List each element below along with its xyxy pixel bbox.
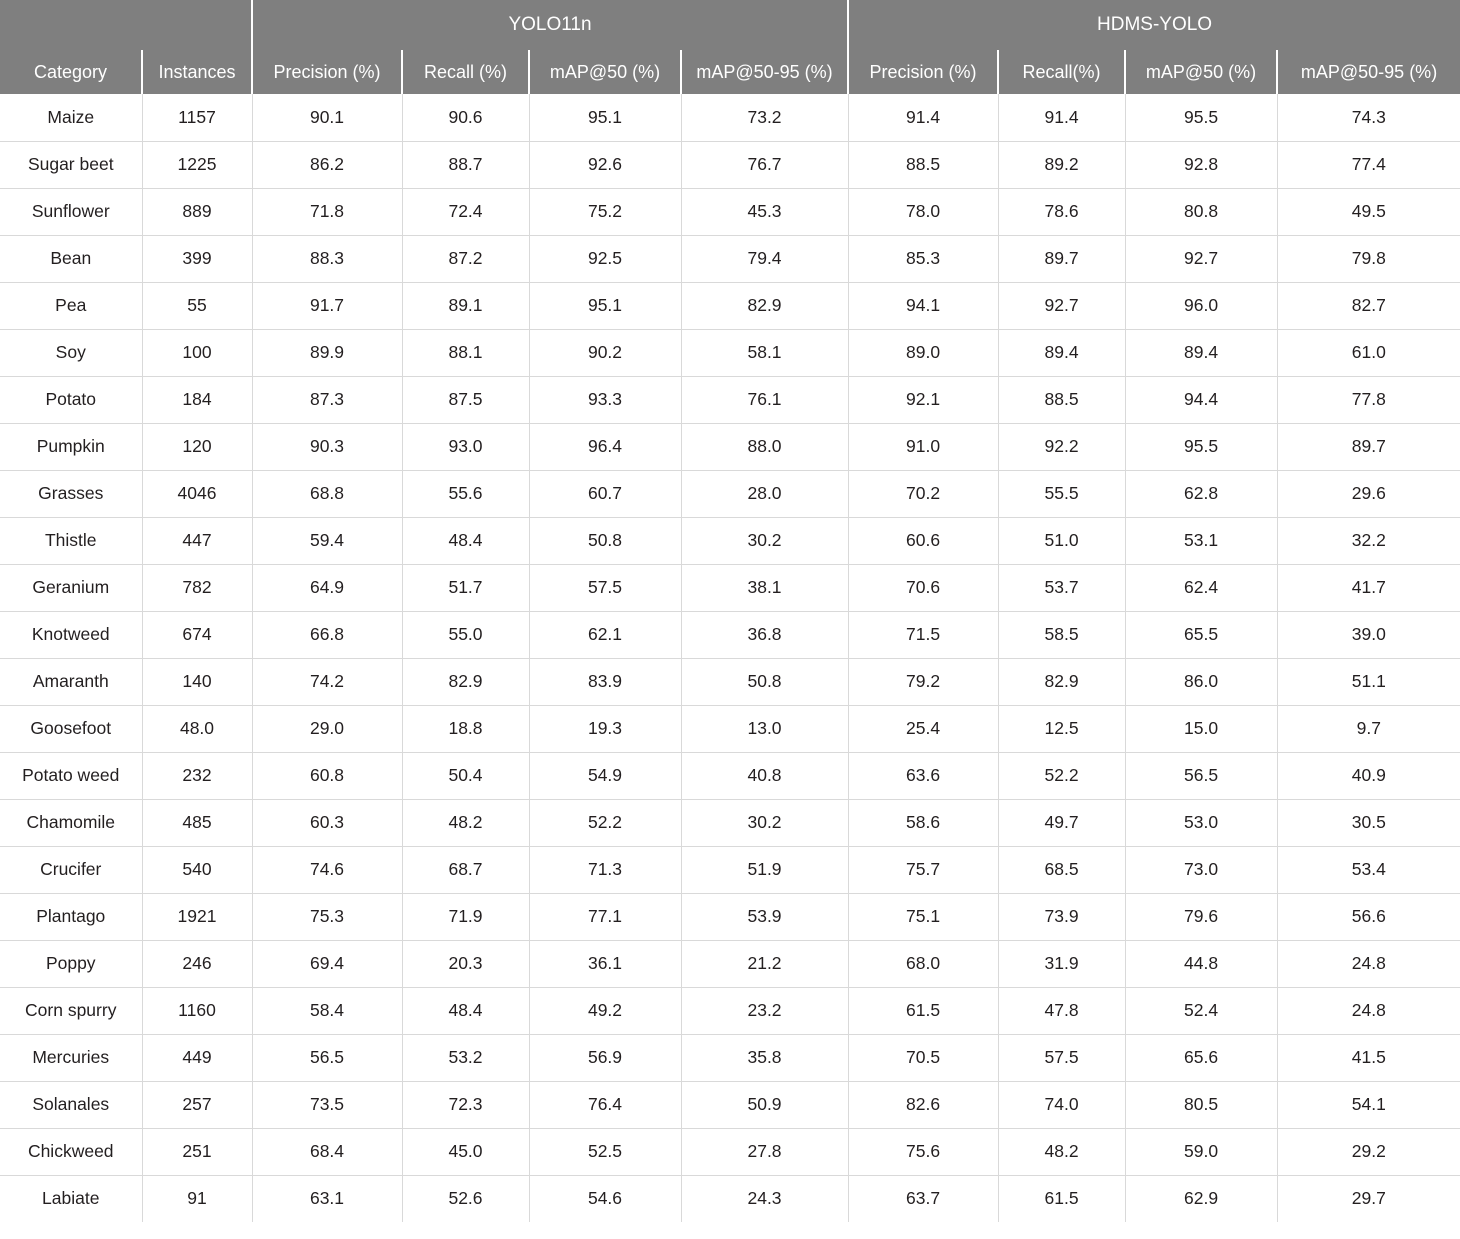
- cell-value: 89.0: [848, 329, 998, 376]
- cell-value: 90.2: [529, 329, 681, 376]
- table-row: [0, 1128, 1460, 1175]
- cell-value: 30.2: [681, 799, 848, 846]
- cell-value: 66.8: [252, 611, 402, 658]
- cell-value: 47.8: [998, 987, 1125, 1034]
- cell-value: 92.7: [1125, 235, 1277, 282]
- cell-value: 80.8: [1125, 188, 1277, 235]
- cell-value: 55: [142, 282, 252, 329]
- cell-value: 96.0: [1125, 282, 1277, 329]
- cell-value: 30.5: [1277, 799, 1460, 846]
- cell-value: 57.5: [529, 564, 681, 611]
- cell-value: 90.1: [252, 94, 402, 141]
- cell-value: 92.1: [848, 376, 998, 423]
- table-row: [0, 658, 1460, 705]
- cell-category: Sugar beet: [0, 141, 142, 188]
- cell-value: 69.4: [252, 940, 402, 987]
- cell-category: Crucifer: [0, 846, 142, 893]
- cell-category: Chamomile: [0, 799, 142, 846]
- cell-value: 49.5: [1277, 188, 1460, 235]
- column-header-yolo-map50: mAP@50 (%): [529, 50, 681, 94]
- cell-value: 36.8: [681, 611, 848, 658]
- cell-value: 23.2: [681, 987, 848, 1034]
- cell-value: 55.5: [998, 470, 1125, 517]
- cell-value: 76.1: [681, 376, 848, 423]
- cell-value: 40.8: [681, 752, 848, 799]
- cell-value: 74.0: [998, 1081, 1125, 1128]
- cell-value: 1160: [142, 987, 252, 1034]
- cell-value: 25.4: [848, 705, 998, 752]
- cell-value: 4046: [142, 470, 252, 517]
- cell-value: 89.9: [252, 329, 402, 376]
- table-row: [0, 282, 1460, 329]
- cell-value: 120: [142, 423, 252, 470]
- cell-value: 29.2: [1277, 1128, 1460, 1175]
- cell-category: Mercuries: [0, 1034, 142, 1081]
- cell-value: 89.1: [402, 282, 529, 329]
- cell-value: 50.8: [529, 517, 681, 564]
- cell-value: 49.2: [529, 987, 681, 1034]
- cell-value: 27.8: [681, 1128, 848, 1175]
- table-row: [0, 893, 1460, 940]
- cell-value: 74.2: [252, 658, 402, 705]
- cell-value: 53.4: [1277, 846, 1460, 893]
- cell-value: 58.5: [998, 611, 1125, 658]
- cell-category: Corn spurry: [0, 987, 142, 1034]
- table-row: [0, 987, 1460, 1034]
- cell-value: 39.0: [1277, 611, 1460, 658]
- group-header-hdms-yolo: HDMS-YOLO: [848, 0, 1460, 50]
- table-row: [0, 1081, 1460, 1128]
- cell-value: 52.2: [529, 799, 681, 846]
- cell-value: 73.2: [681, 94, 848, 141]
- cell-value: 61.5: [998, 1175, 1125, 1222]
- cell-value: 232: [142, 752, 252, 799]
- column-header-hdms-map50: mAP@50 (%): [1125, 50, 1277, 94]
- cell-value: 89.2: [998, 141, 1125, 188]
- cell-value: 48.2: [998, 1128, 1125, 1175]
- cell-value: 89.7: [998, 235, 1125, 282]
- cell-category: Goosefoot: [0, 705, 142, 752]
- cell-value: 95.5: [1125, 423, 1277, 470]
- cell-value: 50.8: [681, 658, 848, 705]
- cell-value: 82.9: [998, 658, 1125, 705]
- cell-category: Solanales: [0, 1081, 142, 1128]
- table-row: [0, 752, 1460, 799]
- cell-value: 485: [142, 799, 252, 846]
- cell-value: 86.2: [252, 141, 402, 188]
- cell-value: 51.9: [681, 846, 848, 893]
- cell-value: 71.9: [402, 893, 529, 940]
- column-header-yolo-map50-95: mAP@50-95 (%): [681, 50, 848, 94]
- cell-value: 72.4: [402, 188, 529, 235]
- cell-value: 58.4: [252, 987, 402, 1034]
- table-row: [0, 705, 1460, 752]
- cell-value: 48.4: [402, 517, 529, 564]
- table-body: [0, 94, 1460, 1222]
- cell-value: 64.9: [252, 564, 402, 611]
- cell-value: 94.1: [848, 282, 998, 329]
- cell-value: 55.6: [402, 470, 529, 517]
- cell-value: 246: [142, 940, 252, 987]
- cell-category: Amaranth: [0, 658, 142, 705]
- cell-value: 92.8: [1125, 141, 1277, 188]
- cell-category: Thistle: [0, 517, 142, 564]
- cell-value: 93.0: [402, 423, 529, 470]
- cell-value: 93.3: [529, 376, 681, 423]
- cell-value: 89.4: [1125, 329, 1277, 376]
- table-row: [0, 423, 1460, 470]
- cell-value: 56.5: [1125, 752, 1277, 799]
- cell-value: 19.3: [529, 705, 681, 752]
- cell-value: 71.8: [252, 188, 402, 235]
- cell-value: 54.1: [1277, 1081, 1460, 1128]
- cell-value: 87.2: [402, 235, 529, 282]
- table-row: [0, 1034, 1460, 1081]
- cell-value: 88.3: [252, 235, 402, 282]
- cell-value: 77.1: [529, 893, 681, 940]
- column-header-yolo-recall: Recall (%): [402, 50, 529, 94]
- cell-value: 49.7: [998, 799, 1125, 846]
- cell-value: 76.7: [681, 141, 848, 188]
- cell-value: 71.3: [529, 846, 681, 893]
- cell-value: 75.6: [848, 1128, 998, 1175]
- cell-category: Soy: [0, 329, 142, 376]
- table-row: [0, 517, 1460, 564]
- cell-value: 89.7: [1277, 423, 1460, 470]
- cell-value: 79.2: [848, 658, 998, 705]
- cell-value: 63.1: [252, 1175, 402, 1222]
- cell-category: Sunflower: [0, 188, 142, 235]
- cell-value: 68.4: [252, 1128, 402, 1175]
- column-header-category: Category: [0, 50, 142, 94]
- cell-value: 80.5: [1125, 1081, 1277, 1128]
- cell-value: 15.0: [1125, 705, 1277, 752]
- table-row: [0, 1175, 1460, 1222]
- cell-value: 91.4: [848, 94, 998, 141]
- cell-value: 36.1: [529, 940, 681, 987]
- table-header: [0, 0, 1460, 94]
- cell-value: 75.3: [252, 893, 402, 940]
- cell-value: 74.3: [1277, 94, 1460, 141]
- cell-value: 78.0: [848, 188, 998, 235]
- cell-value: 29.7: [1277, 1175, 1460, 1222]
- cell-value: 29.0: [252, 705, 402, 752]
- cell-value: 63.6: [848, 752, 998, 799]
- table-row: [0, 376, 1460, 423]
- cell-value: 12.5: [998, 705, 1125, 752]
- cell-value: 53.1: [1125, 517, 1277, 564]
- cell-value: 79.6: [1125, 893, 1277, 940]
- table-row: [0, 188, 1460, 235]
- cell-value: 76.4: [529, 1081, 681, 1128]
- cell-value: 77.4: [1277, 141, 1460, 188]
- cell-value: 63.7: [848, 1175, 998, 1222]
- cell-value: 60.6: [848, 517, 998, 564]
- cell-value: 52.4: [1125, 987, 1277, 1034]
- cell-value: 54.9: [529, 752, 681, 799]
- cell-value: 91.0: [848, 423, 998, 470]
- cell-value: 82.6: [848, 1081, 998, 1128]
- cell-value: 44.8: [1125, 940, 1277, 987]
- cell-value: 38.1: [681, 564, 848, 611]
- table-row: [0, 141, 1460, 188]
- cell-value: 50.9: [681, 1081, 848, 1128]
- cell-value: 48.2: [402, 799, 529, 846]
- cell-value: 73.0: [1125, 846, 1277, 893]
- cell-value: 29.6: [1277, 470, 1460, 517]
- cell-value: 51.7: [402, 564, 529, 611]
- cell-value: 90.6: [402, 94, 529, 141]
- cell-value: 540: [142, 846, 252, 893]
- cell-value: 70.6: [848, 564, 998, 611]
- cell-value: 96.4: [529, 423, 681, 470]
- cell-value: 77.8: [1277, 376, 1460, 423]
- cell-value: 82.9: [681, 282, 848, 329]
- cell-value: 449: [142, 1034, 252, 1081]
- cell-value: 94.4: [1125, 376, 1277, 423]
- cell-value: 88.7: [402, 141, 529, 188]
- cell-value: 1157: [142, 94, 252, 141]
- table-row: [0, 846, 1460, 893]
- cell-value: 62.4: [1125, 564, 1277, 611]
- cell-value: 447: [142, 517, 252, 564]
- cell-value: 79.4: [681, 235, 848, 282]
- cell-value: 82.7: [1277, 282, 1460, 329]
- cell-value: 88.0: [681, 423, 848, 470]
- cell-value: 72.3: [402, 1081, 529, 1128]
- column-header-hdms-precision: Precision (%): [848, 50, 998, 94]
- table-row: [0, 611, 1460, 658]
- column-header-row: [0, 50, 1460, 94]
- cell-value: 31.9: [998, 940, 1125, 987]
- cell-value: 21.2: [681, 940, 848, 987]
- cell-value: 24.8: [1277, 987, 1460, 1034]
- cell-value: 65.5: [1125, 611, 1277, 658]
- cell-value: 59.0: [1125, 1128, 1277, 1175]
- cell-value: 51.0: [998, 517, 1125, 564]
- cell-value: 53.7: [998, 564, 1125, 611]
- cell-category: Grasses: [0, 470, 142, 517]
- cell-value: 24.8: [1277, 940, 1460, 987]
- cell-value: 91.7: [252, 282, 402, 329]
- cell-value: 95.1: [529, 94, 681, 141]
- cell-value: 55.0: [402, 611, 529, 658]
- column-header-hdms-recall: Recall(%): [998, 50, 1125, 94]
- cell-value: 68.8: [252, 470, 402, 517]
- cell-value: 86.0: [1125, 658, 1277, 705]
- group-header-row: [0, 0, 1460, 50]
- cell-value: 58.1: [681, 329, 848, 376]
- cell-value: 13.0: [681, 705, 848, 752]
- cell-value: 92.6: [529, 141, 681, 188]
- cell-value: 782: [142, 564, 252, 611]
- cell-value: 61.5: [848, 987, 998, 1034]
- cell-value: 88.5: [848, 141, 998, 188]
- cell-value: 53.0: [1125, 799, 1277, 846]
- cell-value: 87.3: [252, 376, 402, 423]
- cell-value: 91.4: [998, 94, 1125, 141]
- cell-value: 1225: [142, 141, 252, 188]
- cell-category: Pumpkin: [0, 423, 142, 470]
- cell-category: Chickweed: [0, 1128, 142, 1175]
- cell-value: 75.7: [848, 846, 998, 893]
- cell-value: 52.5: [529, 1128, 681, 1175]
- cell-value: 65.6: [1125, 1034, 1277, 1081]
- group-header-blank-category: [0, 0, 142, 50]
- group-header-yolo11n: YOLO11n: [252, 0, 848, 50]
- cell-value: 58.6: [848, 799, 998, 846]
- column-header-instances: Instances: [142, 50, 252, 94]
- cell-value: 57.5: [998, 1034, 1125, 1081]
- cell-value: 184: [142, 376, 252, 423]
- cell-value: 53.2: [402, 1034, 529, 1081]
- cell-value: 92.2: [998, 423, 1125, 470]
- cell-category: Bean: [0, 235, 142, 282]
- cell-value: 68.5: [998, 846, 1125, 893]
- cell-value: 35.8: [681, 1034, 848, 1081]
- cell-value: 140: [142, 658, 252, 705]
- cell-value: 78.6: [998, 188, 1125, 235]
- cell-value: 92.5: [529, 235, 681, 282]
- cell-value: 87.5: [402, 376, 529, 423]
- cell-value: 30.2: [681, 517, 848, 564]
- cell-value: 75.2: [529, 188, 681, 235]
- column-header-yolo-precision: Precision (%): [252, 50, 402, 94]
- cell-value: 674: [142, 611, 252, 658]
- table-row: [0, 235, 1460, 282]
- cell-value: 1921: [142, 893, 252, 940]
- cell-value: 95.5: [1125, 94, 1277, 141]
- cell-value: 91: [142, 1175, 252, 1222]
- table-row: [0, 940, 1460, 987]
- cell-value: 62.9: [1125, 1175, 1277, 1222]
- cell-value: 70.5: [848, 1034, 998, 1081]
- cell-value: 59.4: [252, 517, 402, 564]
- cell-value: 45.0: [402, 1128, 529, 1175]
- cell-value: 54.6: [529, 1175, 681, 1222]
- cell-value: 82.9: [402, 658, 529, 705]
- cell-value: 95.1: [529, 282, 681, 329]
- cell-value: 251: [142, 1128, 252, 1175]
- cell-value: 61.0: [1277, 329, 1460, 376]
- cell-value: 73.5: [252, 1081, 402, 1128]
- group-header-blank-instances: [142, 0, 252, 50]
- cell-category: Pea: [0, 282, 142, 329]
- cell-value: 73.9: [998, 893, 1125, 940]
- column-header-hdms-map50-95: mAP@50-95 (%): [1277, 50, 1460, 94]
- cell-value: 41.5: [1277, 1034, 1460, 1081]
- cell-value: 56.9: [529, 1034, 681, 1081]
- cell-category: Knotweed: [0, 611, 142, 658]
- cell-value: 24.3: [681, 1175, 848, 1222]
- cell-category: Geranium: [0, 564, 142, 611]
- cell-value: 83.9: [529, 658, 681, 705]
- cell-value: 60.7: [529, 470, 681, 517]
- table-row: [0, 329, 1460, 376]
- cell-value: 60.3: [252, 799, 402, 846]
- cell-value: 68.0: [848, 940, 998, 987]
- cell-category: Maize: [0, 94, 142, 141]
- cell-value: 53.9: [681, 893, 848, 940]
- cell-value: 48.0: [142, 705, 252, 752]
- cell-value: 40.9: [1277, 752, 1460, 799]
- cell-value: 28.0: [681, 470, 848, 517]
- cell-value: 20.3: [402, 940, 529, 987]
- cell-value: 71.5: [848, 611, 998, 658]
- cell-value: 52.2: [998, 752, 1125, 799]
- cell-value: 88.1: [402, 329, 529, 376]
- cell-category: Labiate: [0, 1175, 142, 1222]
- cell-value: 56.6: [1277, 893, 1460, 940]
- cell-value: 9.7: [1277, 705, 1460, 752]
- cell-value: 68.7: [402, 846, 529, 893]
- cell-value: 90.3: [252, 423, 402, 470]
- cell-value: 85.3: [848, 235, 998, 282]
- cell-value: 88.5: [998, 376, 1125, 423]
- cell-value: 18.8: [402, 705, 529, 752]
- cell-value: 62.1: [529, 611, 681, 658]
- cell-value: 889: [142, 188, 252, 235]
- cell-category: Potato weed: [0, 752, 142, 799]
- table-row: [0, 94, 1460, 141]
- cell-value: 92.7: [998, 282, 1125, 329]
- table-row: [0, 799, 1460, 846]
- cell-value: 45.3: [681, 188, 848, 235]
- cell-value: 51.1: [1277, 658, 1460, 705]
- cell-value: 60.8: [252, 752, 402, 799]
- cell-value: 399: [142, 235, 252, 282]
- cell-value: 74.6: [252, 846, 402, 893]
- cell-value: 50.4: [402, 752, 529, 799]
- cell-category: Poppy: [0, 940, 142, 987]
- cell-value: 32.2: [1277, 517, 1460, 564]
- cell-value: 79.8: [1277, 235, 1460, 282]
- cell-value: 89.4: [998, 329, 1125, 376]
- cell-value: 48.4: [402, 987, 529, 1034]
- cell-value: 62.8: [1125, 470, 1277, 517]
- table-row: [0, 470, 1460, 517]
- cell-category: Potato: [0, 376, 142, 423]
- table-row: [0, 564, 1460, 611]
- cell-value: 75.1: [848, 893, 998, 940]
- cell-value: 56.5: [252, 1034, 402, 1081]
- cell-value: 41.7: [1277, 564, 1460, 611]
- cell-value: 70.2: [848, 470, 998, 517]
- cell-category: Plantago: [0, 893, 142, 940]
- cell-value: 257: [142, 1081, 252, 1128]
- cell-value: 100: [142, 329, 252, 376]
- cell-value: 52.6: [402, 1175, 529, 1222]
